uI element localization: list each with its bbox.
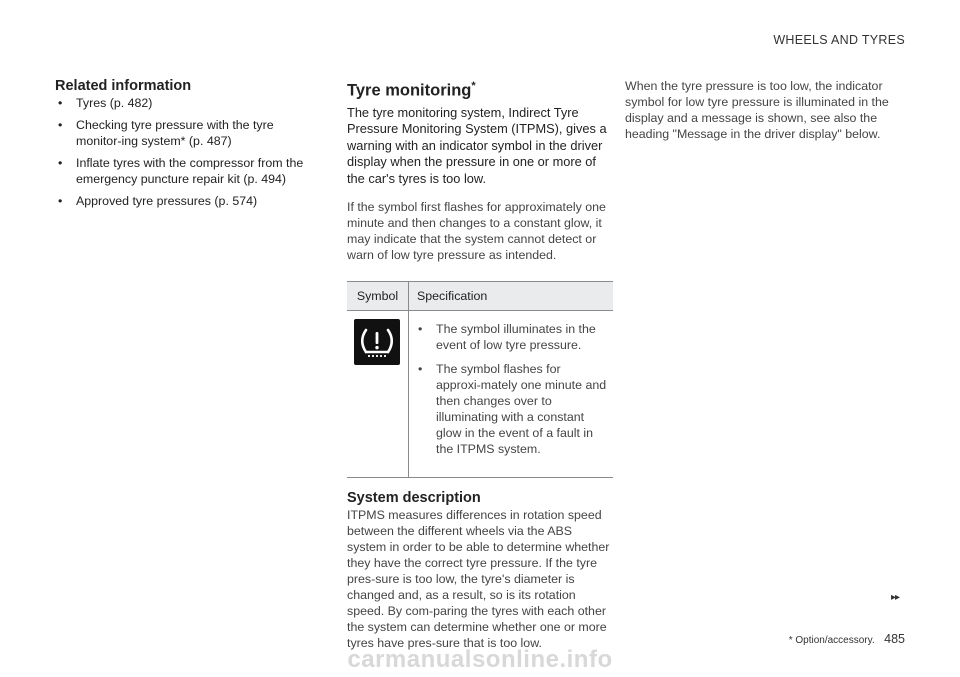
footnote: * Option/accessory.: [788, 635, 875, 646]
related-heading: Related information: [55, 78, 192, 94]
page-number: 485: [884, 632, 905, 646]
symbol-cell: [347, 311, 409, 478]
third-column: [625, 78, 910, 154]
system-description-heading: System description: [347, 490, 481, 506]
symbol-table: [347, 281, 613, 478]
intro-paragraph: The tyre monitoring system, Indirect Tyre Pressure Monitoring System (ITPMS), gives a warning with an indicator symbol in the driver display when the pressure in one or more of the car's tyres is too low.: [347, 104, 607, 186]
symbol-column-header: Symbol: [347, 282, 409, 311]
low-pressure-paragraph: When the tyre pressure is too low, the indicator symbol for low tyre pressure is illuminated in the display and a message is shown, see also the heading "Message in the driver display" below.: [625, 79, 889, 141]
table-row: [347, 311, 613, 478]
watermark-logo: carmanualsonline.info: [347, 646, 613, 673]
tyre-pressure-warning-icon: [354, 319, 400, 365]
continued-arrows-icon: ▸▸: [891, 592, 900, 603]
page-footer: [789, 632, 905, 646]
spec-item-low-pressure: • The symbol illuminates in the event of low tyre pressure.: [415, 321, 607, 353]
title-text: Tyre monitoring: [347, 81, 472, 100]
spec-column-header: Specification: [409, 282, 614, 311]
related-link-checking-pressure[interactable]: • Checking tyre pressure with the tyre monitor-ing system* (p. 487): [55, 117, 315, 149]
flash-paragraph: If the symbol first flashes for approximately one minute and then changes to a constant glow, it may indicate that the system cannot detect or warn of low tyre pressure as intended.: [347, 200, 606, 262]
system-description-text: ITPMS measures differences in rotation speed between the different wheels via the ABS system in order to be able to determine whether they have the correct tyre pressure. If the tyre pres-sure is too low, the tyre's diameter is changed and, as a result, so is its rotation speed. By com-paring the tyres with each other the system can determine whether one or more tyres have pres-sure that is too low.: [347, 508, 610, 650]
related-link-inflate-tyres[interactable]: • Inflate tyres with the compressor from the emergency puncture repair kit (p. 494): [55, 155, 315, 187]
related-list: [55, 95, 315, 209]
related-information-column: [55, 78, 315, 215]
option-mark: *: [471, 80, 476, 92]
tyre-monitoring-column: [347, 78, 613, 663]
spec-cell: [409, 311, 614, 478]
spec-list: [415, 321, 607, 457]
related-link-tyres[interactable]: • Tyres (p. 482): [55, 95, 315, 111]
section-header: WHEELS AND TYRES: [773, 33, 905, 47]
spec-item-fault: • The symbol flashes for approxi-mately one minute and then changes over to illuminating with a constant glow in the event of a fault in the ITPMS system.: [415, 361, 607, 457]
page-title: [347, 78, 613, 99]
related-link-approved-pressures[interactable]: • Approved tyre pressures (p. 574): [55, 193, 315, 209]
